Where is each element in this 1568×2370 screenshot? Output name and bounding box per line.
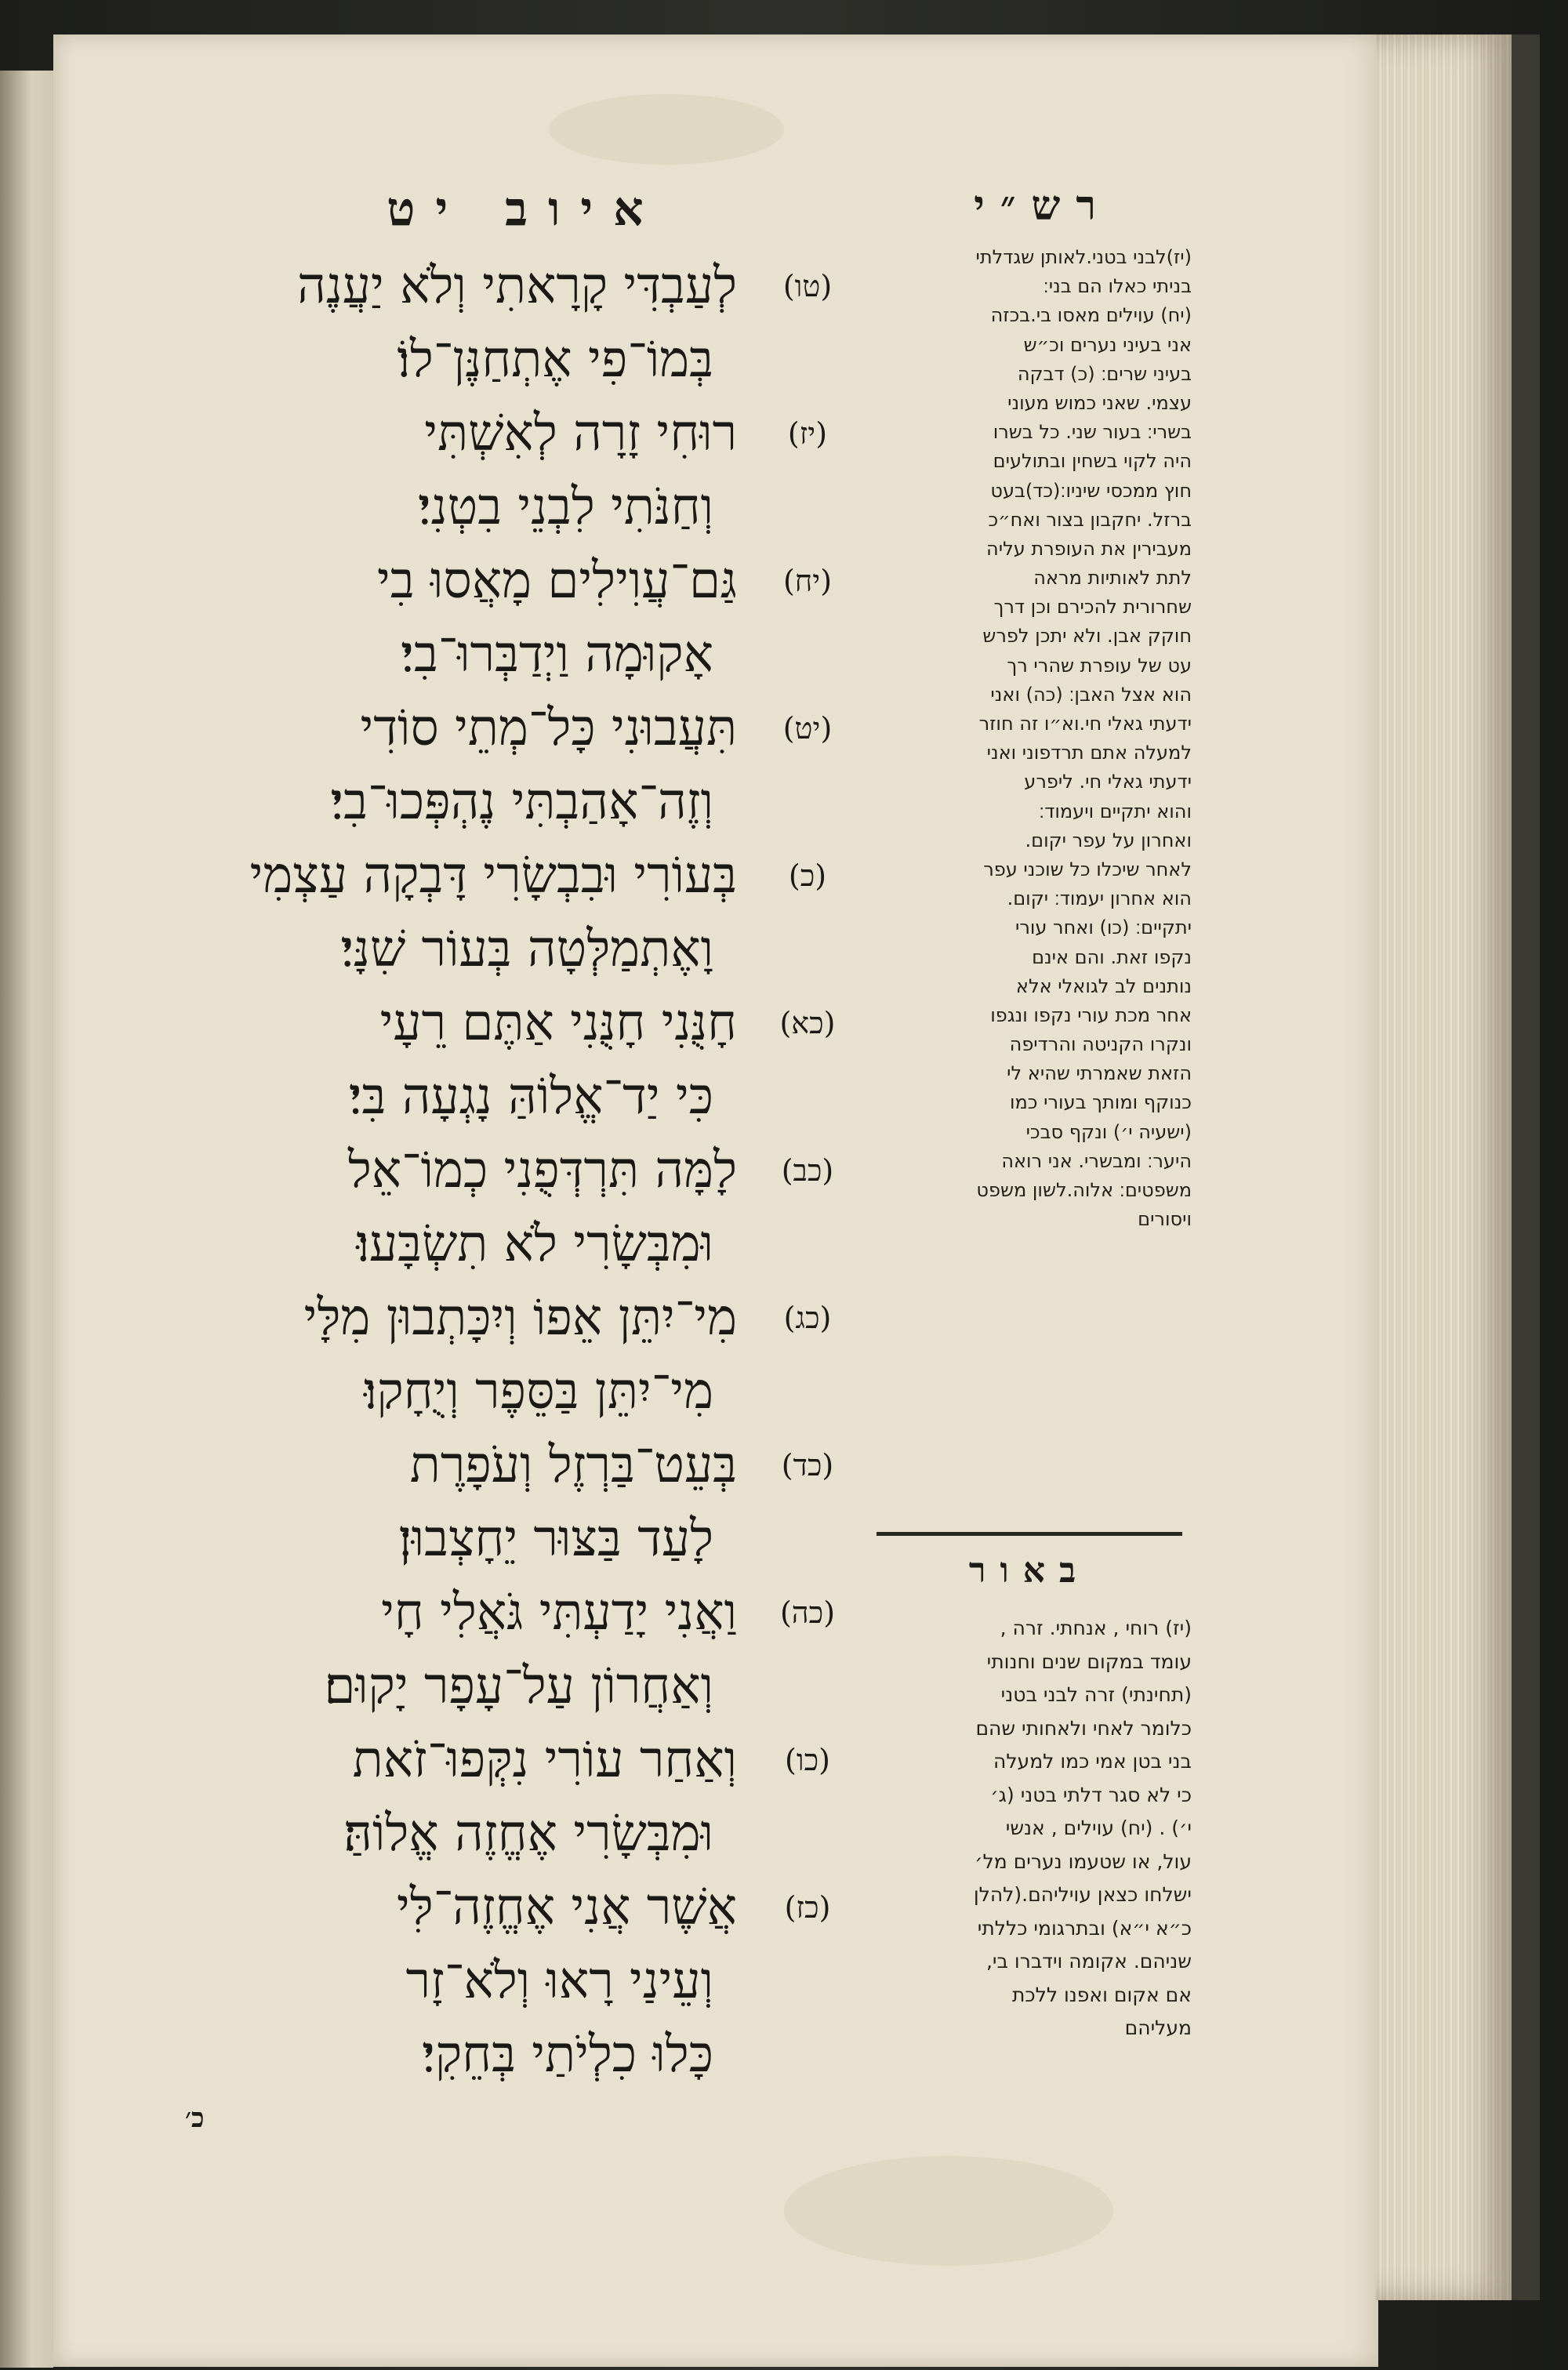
verse-number: (כ) (788, 858, 827, 893)
verse-line (125, 323, 847, 397)
verse-text: וַאֲנִי יָדַעְתִּי גֹּאֲלִי חָי (381, 1584, 737, 1642)
biur-line: שניהם. אקומה וידברו בי, (985, 1950, 1192, 1973)
verse-line (125, 544, 847, 618)
rashi-line: היער׃ ומבשרי. אני רואה (1001, 1149, 1192, 1172)
verse-number: (יז) (787, 416, 828, 451)
biur-line: כי לא סגר דלתי בטני (ג׳ (990, 1783, 1192, 1806)
rashi-line: יתקיים׃ (כו) ואחר עורי (1014, 916, 1192, 939)
verse-number: (יט) (782, 711, 833, 746)
rashi-line: ויסורים (1138, 1208, 1192, 1231)
biur-line: כ״א י״א) ובתרגומי כללתי (977, 1916, 1192, 1940)
biur-line: אם אקום ואפנו ללכת (1011, 1983, 1192, 2006)
biur-line: מעליהם (1124, 2016, 1192, 2039)
verse-line (125, 249, 847, 323)
rashi-line: כנוקף ומותך בעורי כמו (1009, 1091, 1192, 1114)
verse-text: וָאֶתְמַלְּטָה בְּעוֹר שִׁנָּי׃ (340, 920, 713, 978)
paper-stain (784, 2156, 1113, 2266)
verse-number: (כג) (783, 1301, 832, 1335)
rashi-line: נקפו זאת. והם אינם (1032, 945, 1192, 968)
paper-stain (549, 94, 784, 165)
verse-number: (כא) (779, 1006, 836, 1040)
page-stack-edge (1376, 34, 1513, 2300)
verse-number: (יח) (782, 564, 833, 598)
verse-line (125, 470, 847, 544)
rashi-line: שחרורית להכירם וכן דרך (993, 596, 1192, 619)
biur-line: (יז) רוחי , אנחתי. זרה , (1000, 1617, 1192, 1639)
verse-number: (כה) (779, 1595, 836, 1630)
verse-text: וְזֶה־אָהַבְתִּי נֶהְפְּכוּ־בִי׃ (330, 773, 713, 831)
verse-text: בְּמוֹ־פִי אֶתְחַנֶּן־לוֹ׃ (397, 331, 713, 389)
biur-line: ישלחו כצאן עויליהם.(להלן (973, 1883, 1192, 1906)
biur-line: כלומר לאחי ולאחותי שהם (975, 1716, 1192, 1740)
verse-text: וְאַחֲרוֹן עַל־עָפָר יָקוּם׃ (324, 1657, 713, 1715)
verse-line (125, 1871, 847, 1944)
rashi-line: היה לקוי בשחין ובתולעים (993, 450, 1192, 473)
book-cover-edge (1512, 34, 1540, 2300)
verse-text: וְאַחַר עוֹרִי נִקְּפוּ־זֹאת (352, 1731, 737, 1789)
rashi-line: עצמי. שאני כמוש מעוני (1007, 391, 1192, 414)
verse-text: כָּלוּ כִלְיֹתַי בְּחֵקִי׃ (422, 2026, 713, 2084)
verse-number: (טו) (782, 269, 833, 303)
verse-text: לְעַבְדִּי קָרָאתִי וְלֹא יַעֲנֶה (297, 257, 737, 315)
verse-text: גַּם־עֲוִילִים מָאֲסוּ בִי (376, 552, 737, 610)
verse-text: וּמִבְּשָׂרִי לֹא תִשְׂבָּעוּ׃ (356, 1215, 713, 1273)
verse-line (125, 839, 847, 913)
verse-line (125, 1723, 847, 1797)
rashi-line: ונקרו הקניטה והרדיפה (1009, 1033, 1192, 1056)
verse-text: אֲשֶׁר אֲנִי אֶחֱזֶה־לִּי (397, 1878, 737, 1936)
verse-number: (כב) (781, 1153, 834, 1188)
verse-line (125, 1650, 847, 1723)
verse-text: מִי־יִתֵּן אֵפוֹ וְיִכָּתְבוּן מִלָּי (303, 1289, 737, 1347)
verse-line (125, 691, 847, 765)
rashi-line: נותנים לב לגואלי אלא (1015, 974, 1192, 997)
verse-line (125, 1060, 847, 1134)
printer-signature: כ׳ (185, 2103, 205, 2134)
verse-line (125, 913, 847, 986)
running-head-rashi: רש״י (974, 182, 1112, 230)
verse-column (125, 249, 847, 2092)
verse-text: חָנֻּנִי חָנֻּנִי אַתֶּם רֵעָי (379, 994, 737, 1052)
rashi-line: ואחרון על עפר יקום. (1025, 829, 1192, 851)
verse-text: מִי־יִתֵּן בַּסֵּפֶר וְיֻחָקוּ׃ (364, 1363, 713, 1421)
verse-line (125, 397, 847, 470)
rashi-line: עט של עופרת שהרי רך (1007, 654, 1192, 677)
verse-line (125, 2018, 847, 2092)
rashi-line: והוא יתקיים ויעמוד׃ (1039, 800, 1192, 822)
rashi-line: בניתי כאלו הם בני׃ (1043, 275, 1192, 298)
verse-text: תִּעֲבוּנִי כָּל־מְתֵי סוֹדִי (360, 699, 737, 757)
rashi-line: הזאת שאמרתי שהיא לי (1007, 1062, 1192, 1085)
rashi-line: מעבירין את העופרת עליה (986, 537, 1192, 560)
section-divider (877, 1532, 1182, 1536)
verse-number: (כז) (784, 1890, 831, 1925)
rashi-line: משפטים׃ אלוה.לשון משפט (976, 1179, 1192, 1201)
biur-line: (תחינתי) זרה לבני בטני (1000, 1683, 1192, 1706)
verse-line (125, 1944, 847, 2018)
rashi-line: (יז)לבני בטני.לאותן שגדלתי (975, 246, 1192, 268)
verse-line (125, 1207, 847, 1281)
rashi-line: אני בעיני נערים וכ״ש (1023, 333, 1192, 356)
verse-number: (כו) (785, 1743, 830, 1777)
verse-text: וְעֵינַי רָאוּ וְלֹא־זָר (405, 1952, 713, 2010)
biur-heading: באור (968, 1551, 1091, 1591)
rashi-line: למעלה אתם תרדפוני ואני (986, 742, 1192, 764)
rashi-line: הוא אצל האבן׃ (כה) ואני (990, 683, 1192, 706)
biur-line: י׳) . (יח) עוילים , אנשי (1005, 1817, 1192, 1839)
biur-line: בני בטן אמי כמו למעלה (993, 1750, 1192, 1773)
verse-text: לָמָּה תִּרְדְּפֻנִי כְמוֹ־אֵל (347, 1141, 737, 1200)
rashi-line: בשרי׃ בעור שני. כל בשרו (993, 421, 1192, 444)
rashi-line: בעיני שרים׃ (כ) דבקה (1017, 362, 1192, 385)
rashi-line: אחר מכת עורי נקפו ונגפו (990, 1004, 1192, 1026)
rashi-line: ידעתי גאלי חי.וא״ו זה חוזר (978, 713, 1192, 735)
facing-page-edge (0, 71, 53, 2368)
rashi-line: חוץ ממכסי שיניו׃(כד)בעט (990, 479, 1192, 502)
verse-text: רוּחִי זָרָה לְאִשְׁתִּי (424, 405, 737, 463)
rashi-line: ידעתי גאלי חי. ליפרע (1024, 771, 1192, 793)
verse-line (125, 986, 847, 1060)
verse-text: בְּעוֹרִי וּבִבְשָׂרִי דָּבְקָה עַצְמִי (249, 847, 737, 905)
verse-text: אָקוּמָה וַיְדַבְּרוּ־בִי׃ (401, 626, 713, 684)
verse-line (125, 1134, 847, 1207)
verse-number: (כד) (781, 1448, 834, 1483)
rashi-line: לתת לאותיות מראה (1033, 567, 1192, 590)
rashi-line: הוא אחרון יעמוד׃ יקום. (1007, 887, 1192, 910)
verse-line (125, 1355, 847, 1428)
verse-text: בְּעֵט־בַּרְזֶל וְעֹפָרֶת (409, 1436, 737, 1494)
rashi-commentary (870, 243, 1192, 1234)
verse-line (125, 1281, 847, 1355)
verse-line (125, 1428, 847, 1502)
verse-line (125, 765, 847, 839)
biur-line: עומד במקום שנים וחנותי (986, 1650, 1192, 1673)
verse-line (125, 618, 847, 691)
rashi-line: לאחר שיכלו כל שוכני עפר (983, 858, 1192, 880)
rashi-line: (ישעיה י׳) ונקף סבכי (1025, 1120, 1192, 1143)
verse-line (125, 1797, 847, 1871)
running-head-book: איוב יט (387, 182, 664, 237)
rashi-line: (יח) עוילים מאסו בי.בכזה (990, 304, 1192, 327)
rashi-line: חוקק אבן. ולא יתכן לפרש (982, 625, 1192, 648)
rashi-line: ברזל. יחקבון בצור ואח״כ (988, 508, 1192, 531)
biur-line: עול, או שטעמו נערים מל׳ (975, 1849, 1192, 1873)
verse-line (125, 1502, 847, 1576)
verse-text: כִּי יַד־אֱלוֹהַּ נָגְעָה בִּי׃ (348, 1068, 713, 1126)
verse-text: לָעַד בַּצּוּר יֵחָצְבוּן׃ (398, 1510, 713, 1568)
verse-text: וּמִבְּשָׂרִי אֶחֱזֶה אֱלוֹהַּ׃ (343, 1805, 713, 1863)
verse-line (125, 1576, 847, 1650)
biur-commentary (870, 1612, 1192, 2045)
verse-text: וְחַנֹּתִי לִבְנֵי בִטְנִי׃ (417, 478, 713, 536)
